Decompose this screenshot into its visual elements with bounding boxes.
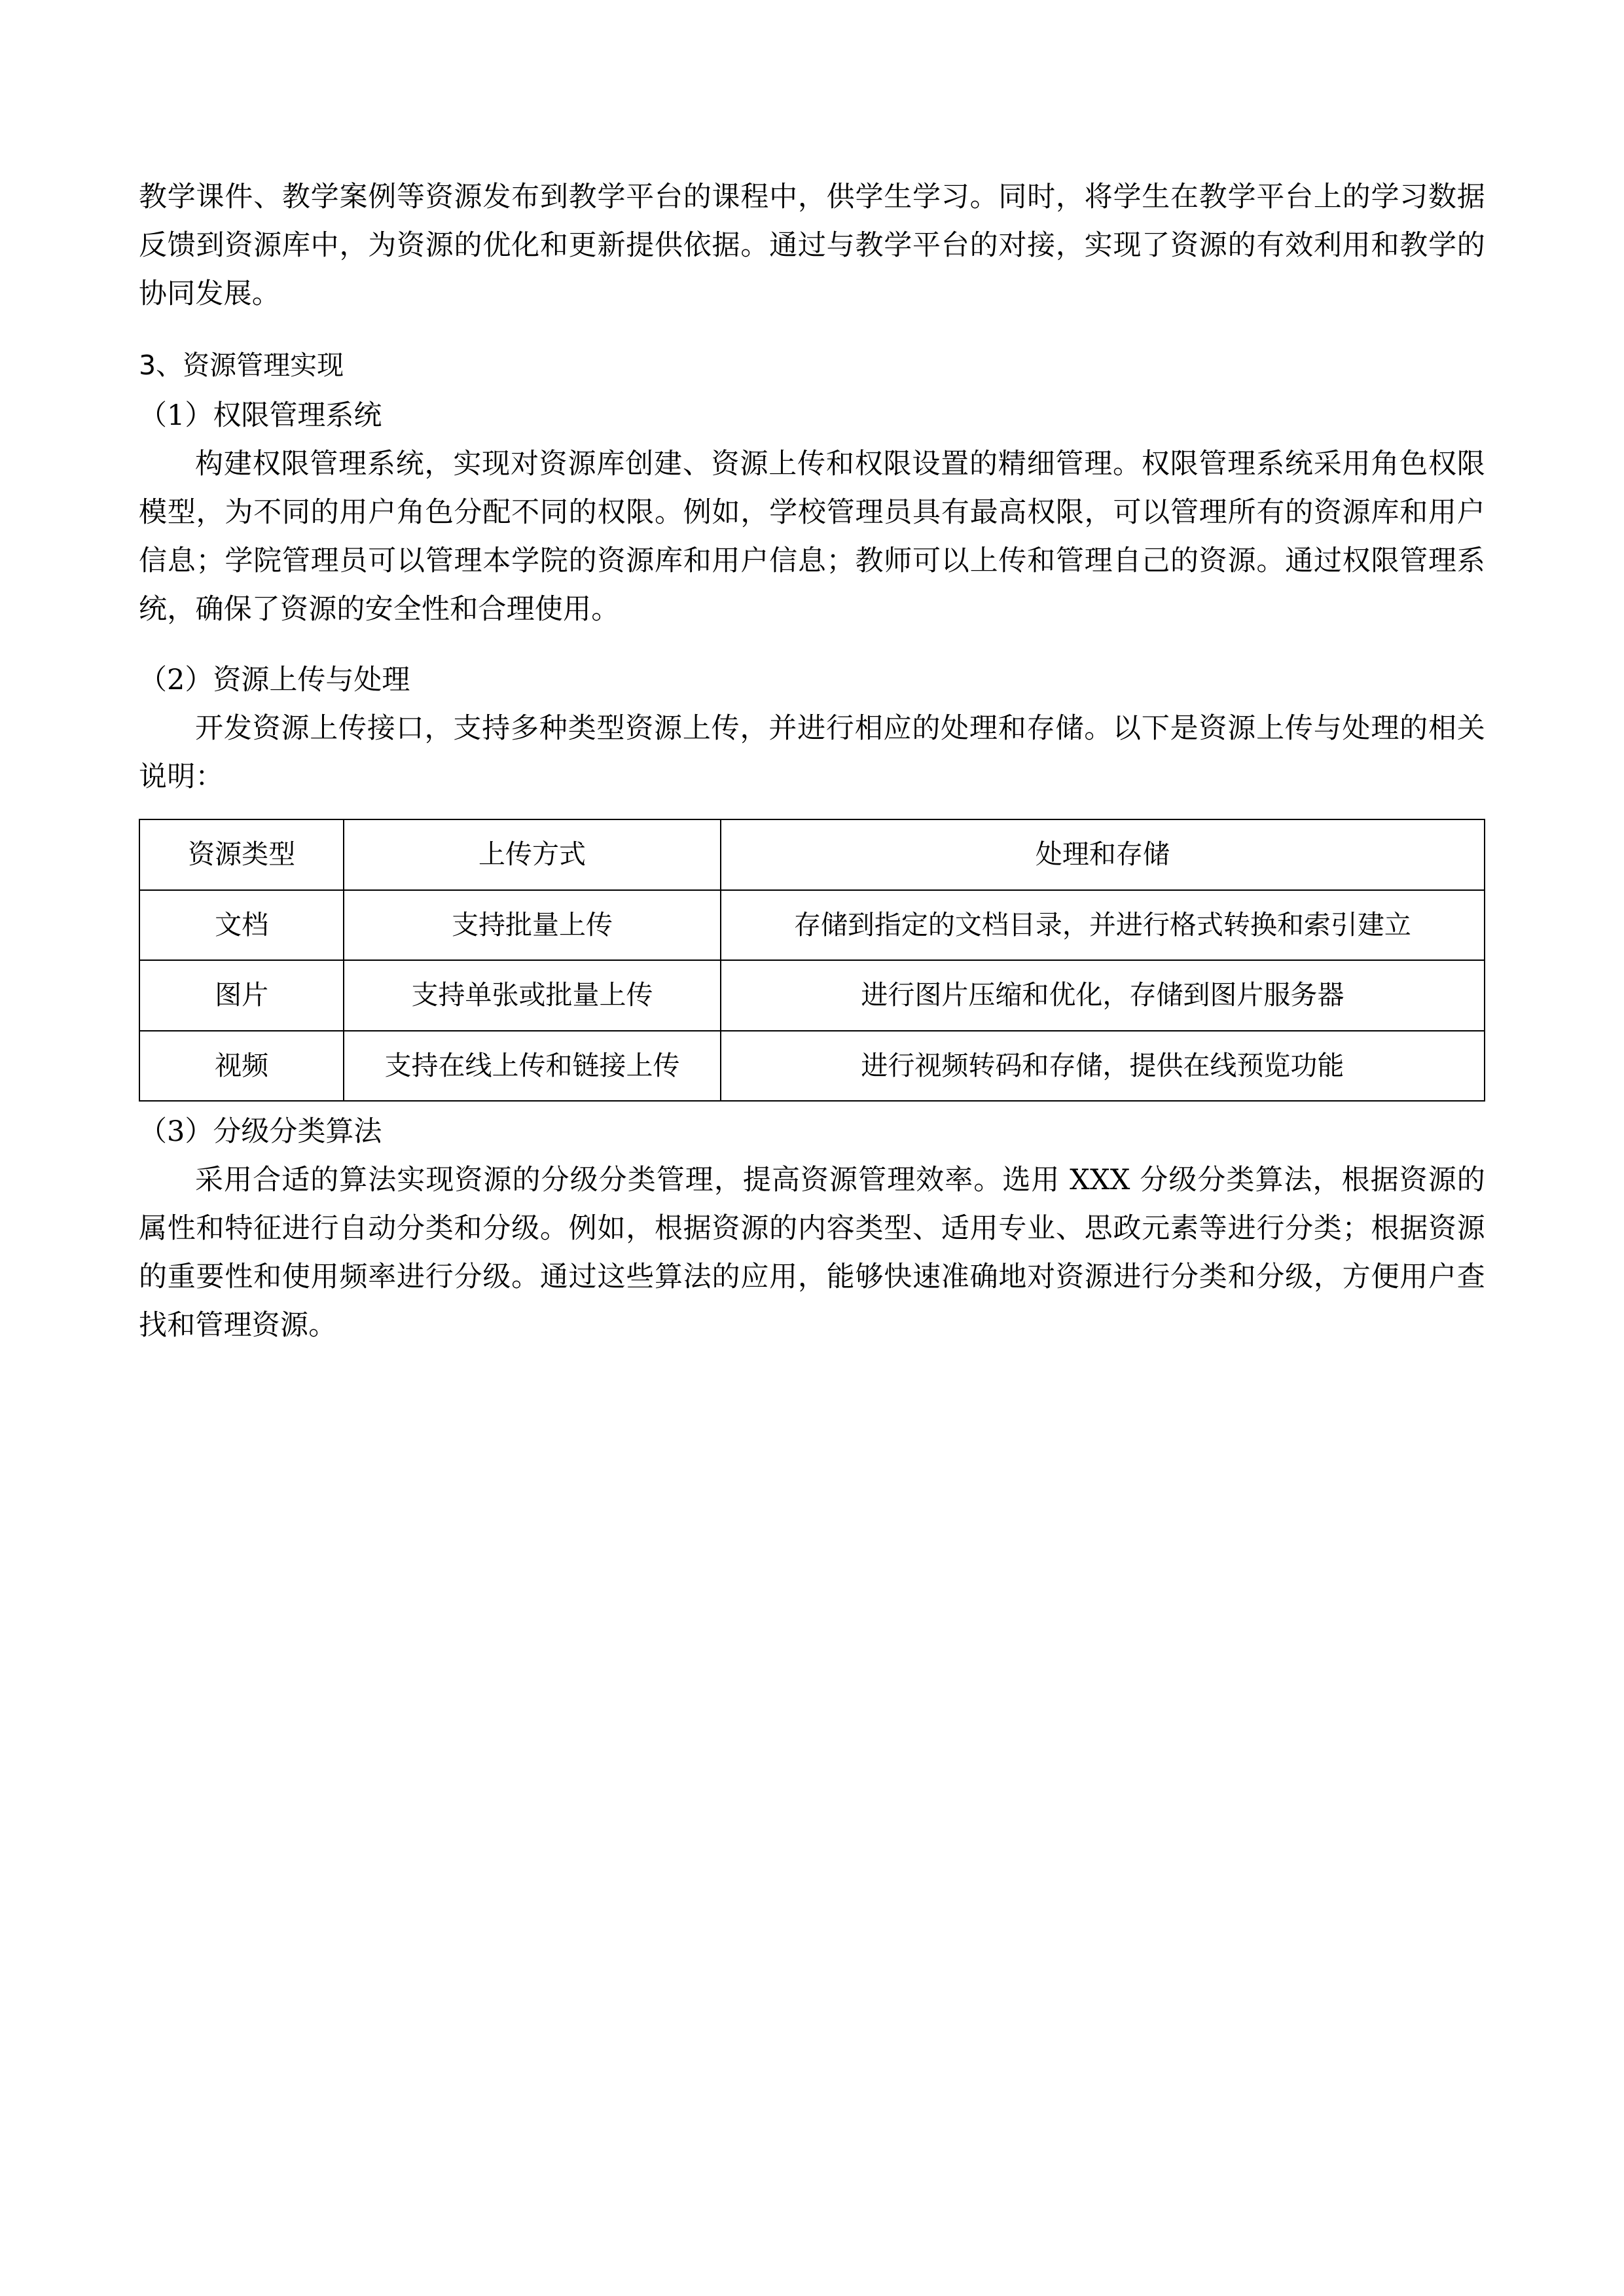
table-cell-upload: 支持在线上传和链接上传 (344, 1031, 720, 1102)
spacer (139, 638, 1485, 653)
subsection-body-1: 构建权限管理系统，实现对资源库创建、资源上传和权限设置的精细管理。权限管理系统采用角色权限模型，为不同的用户角色分配不同的权限。例如，学校管理员具有最高权限，可以管理所有的资源库和用户信息；学院管理员可以管理本学院的资源库和用户信息；教师可以上传和管理自己的资源。通过权限管理系统，确保了资源的安全性和合理使用。 (139, 448, 1485, 626)
subsection-title-3: （3）分级分类算法 (139, 1115, 382, 1148)
table-cell-upload: 支持批量上传 (344, 890, 720, 961)
subsection-body-3: 采用合适的算法实现资源的分级分类管理，提高资源管理效率。选用 XXX 分级分类算法，根据资源的属性和特征进行自动分类和分级。例如，根据资源的内容类型、适用专业、思政元素等进行分类；根据资源的重要性和使用频率进行分级。通过这些算法的应用，能够快速准确地对资源进行分类和分级，方便用户查找和管理资源。 (139, 1163, 1485, 1342)
intro-paragraph: 教学课件、教学案例等资源发布到教学平台的课程中，供学生学习。同时，将学生在教学平台上的学习数据反馈到资源库中，为资源的优化和更新提供依据。通过与教学平台的对接，实现了资源的有效利用和教学的协同发展。 (139, 181, 1485, 310)
subsection-body-2: 开发资源上传接口，支持多种类型资源上传，并进行相应的处理和存储。以下是资源上传与处理的相关说明： (139, 712, 1485, 794)
table-header-cell: 资源类型 (139, 819, 344, 890)
table-row (139, 890, 1485, 961)
table-cell-type: 图片 (139, 960, 344, 1031)
table-header-cell: 处理和存储 (721, 819, 1485, 890)
table-header-cell: 上传方式 (344, 819, 720, 890)
spacer (139, 323, 1485, 332)
subsection-title-2: （2）资源上传与处理 (139, 664, 410, 697)
resource-upload-table (139, 819, 1485, 1102)
section-heading: 3、资源管理实现 (139, 349, 344, 381)
table-row (139, 960, 1485, 1031)
table-cell-storage: 存储到指定的文档目录，并进行格式转换和索引建立 (721, 890, 1485, 961)
table-cell-upload: 支持单张或批量上传 (344, 960, 720, 1031)
table-header-row (139, 819, 1485, 890)
table-cell-storage: 进行图片压缩和优化，存储到图片服务器 (721, 960, 1485, 1031)
table-cell-type: 文档 (139, 890, 344, 961)
table-cell-type: 视频 (139, 1031, 344, 1102)
table-row (139, 1031, 1485, 1102)
subsection-title-1: （1）权限管理系统 (139, 399, 382, 433)
table-cell-storage: 进行视频转码和存储，提供在线预览功能 (721, 1031, 1485, 1102)
